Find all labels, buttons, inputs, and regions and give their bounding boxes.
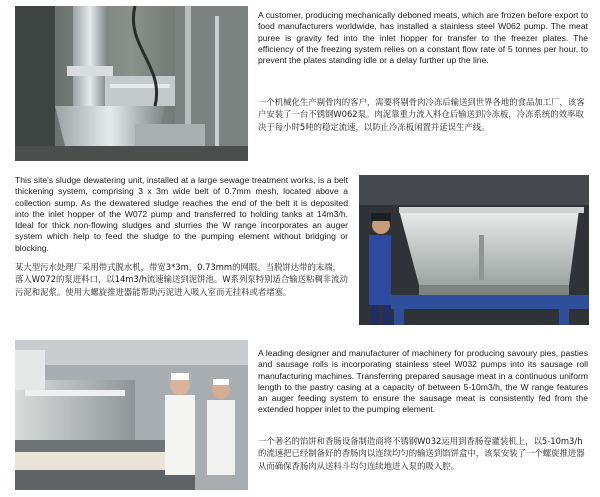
photo-sludge-graphic <box>359 175 589 325</box>
section1-text-en: A customer, producing mechanically deboned meats, which are frozen before export to food manufacturers worldwide, has installed a stainless steel W062 pump. The meat puree is gravity fed into the inlet hopper for transfer to the freezer plates. The efficiency of the freezing system relies on a constant flow rate of 5 tonnes per hour, to prevent the plates standing idle or a delay further up the line. <box>258 10 588 66</box>
photo-sausage-graphic <box>15 340 248 490</box>
photo-sausage-roll-machine <box>15 340 248 490</box>
section3-text-en: A leading designer and manufacturer of machinery for producing savoury pies, pasties and sausage rolls is incorporating stainless steel W032 pumps into its sausage roll manufacturing machines. Transferring prepared sausage meat in a continuous uniform length to the pastry casing at a capacity of between 5-10m3/h, the W range features an auger feeding system to ensure the sausage meat is consistently fed from the extended hopper inlet to the pumping element. <box>258 348 588 415</box>
photo-meat-pump-graphic <box>15 6 248 161</box>
section1-text-zh: 一个机械化生产剔骨肉的客户，需要将剔骨肉冷冻后输送到世界各地的食品加工厂，该客户安装了一台不锈钢W062泵。肉泥靠重力流入料仓后输送到冷冻板，冷冻系统的效率取决于每小时5吨的稳定流速，以防止冷冻板闲置并延误生产线。 <box>258 97 585 132</box>
photo-sludge-dewatering-unit <box>359 175 589 325</box>
photo-meat-pump-installation <box>15 6 248 161</box>
section2-text-zh: 某大型污水处理厂采用带式脱水机，带宽3*3m，0.73mm的网眼。当脱饼达带的末端，落入W072的泵进料口，以14m3/h流速输送到泥饼池。W系列泵特别适合输送粘稠非流动污泥和泥浆。使用大螺旋推进器能帮助污泥进入吸入室而无挂料或者堵塞。 <box>15 262 348 297</box>
section2-text-en: This site's sludge dewatering unit, installed at a large sewage treatment works, is a belt thickening system, comprising 3 x 3m wide belt of 0.7mm mesh, located above a collection sump. As the dewatered sludge reaches the end of the belt it is deposited into the inlet hopper of the W072 pump and transferred to holding tanks at 14m3/h. Ideal for thick non-flowing sludges and slurries the W range incorporates an auger system which help to feed the sludge to the pumping element without bridging or blocking. <box>15 175 348 253</box>
section3-text-zh: 一个著名的馅饼和香肠设备制造商将不锈钢W032运用到香肠卷灌装机上，以5-10m3/h的流速把已经制备好的香肠肉以连续均匀的输送到馅饼盒中，该泵安装了一个螺旋推进器从而确保香肠肉从送料斗均匀连续地进入泵的吸入腔。 <box>258 436 585 471</box>
